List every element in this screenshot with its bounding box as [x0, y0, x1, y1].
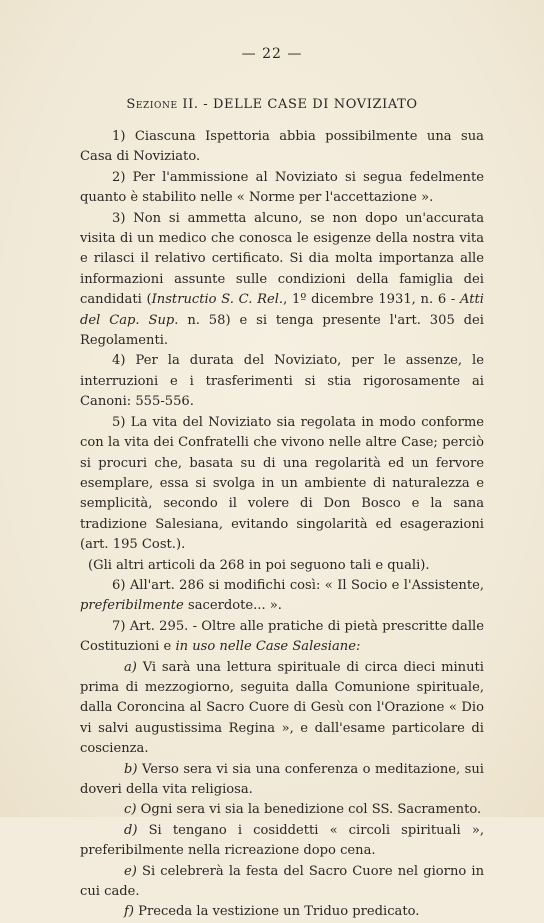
item-d-text: Si tengano i cosiddetti « circoli spirituali », preferibilmente nella ricreazione dopo cena.: [80, 822, 484, 859]
paragraph-6-text-a: 6) All'art. 286 si modifichi così: « Il Socio e l'Assistente,: [112, 577, 484, 593]
paragraph-6-italic: preferibilmente: [80, 598, 184, 614]
note-paragraph: (Gli altri articoli da 268 in poi seguono tali e quali).: [88, 557, 430, 573]
item-c: [80, 800, 484, 820]
body-text: [80, 127, 484, 923]
item-f-label: f): [124, 904, 134, 920]
paragraph-6: [80, 576, 484, 617]
paragraph-5: 5) La vita del Noviziato sia regolata in modo conforme con la vita dei Confratelli che vivono nelle altre Case; perciò si procuri che, basata su di una regolarità ed un fervore esemplare, essa si svolga in un ambiente di naturalezza e semplicità, secondo il volere di Don Bosco e la sana tradizione Salesiana, evitando singolarità ed esagerazioni (art. 195 Cost.).: [80, 414, 484, 553]
item-c-text: Ogni sera vi sia la benedizione col SS. Sacramento.: [136, 802, 482, 818]
item-e: [80, 862, 484, 903]
paragraph-3-citation-1: Instructio S. C. Rel.: [151, 292, 284, 308]
item-a-label: a): [124, 659, 137, 675]
paragraph-2: 2) Per l'ammissione al Noviziato si segua fedelmente quanto è stabilito nelle « Norme per l'accettazione ».: [80, 169, 484, 206]
paragraph-1: 1) Ciascuna Ispettoria abbia possibilmente una sua Casa di Noviziato.: [80, 129, 484, 165]
paragraph-3-citation-2: Atti del Cap. Sup.: [80, 292, 484, 328]
item-b: [80, 760, 484, 801]
item-b-label: b): [124, 761, 138, 777]
section-word: Sezione: [126, 97, 178, 112]
paragraph-7-italic: in uso nelle Case Salesiane:: [175, 639, 361, 655]
page-number: — 22 —: [241, 46, 303, 62]
item-e-label: e): [124, 863, 137, 879]
paragraph-6-text-b: sacerdote... ».: [183, 598, 282, 614]
paragraph-7: [80, 617, 484, 658]
item-c-label: c): [124, 802, 137, 818]
paragraph-3-text-a: 3) Non si ammetta alcuno, se non dopo un'accurata visita di un medico che conosca le esigenze della nostra vita e rilasci il relativo certificato. Si dia molta importanza alle informazioni assunte sulle condizioni della famiglia dei candidati (: [80, 210, 484, 308]
paragraph-3: [80, 209, 484, 352]
item-d: [80, 821, 484, 862]
item-f: [80, 902, 484, 922]
paragraph-3-text-c: n. 58) e si tenga presente l'art. 305 dei Regolamenti.: [80, 312, 484, 349]
item-b-text: Verso sera vi sia una conferenza o meditazione, sui doveri della vita religiosa.: [80, 761, 484, 797]
paragraph-3-text-b: , 1º dicembre 1931, n. 6 -: [283, 292, 461, 308]
section-title: II. - DELLE CASE DI NOVIZIATO: [177, 97, 418, 112]
item-a-text: Vi sarà una lettura spirituale di circa dieci minuti prima di mezzogiorno, seguita dalla Comunione spirituale, dalla Coroncina al Sacro Cuore di Gesù con l'Orazione « Dio vi salvi augustissima Regina », e dall'esame particolare di coscienza.: [80, 659, 484, 757]
item-e-text: Si celebrerà la festa del Sacro Cuore nel giorno in cui cade.: [80, 863, 484, 900]
section-heading: [0, 97, 544, 112]
item-a: [80, 658, 484, 760]
paragraph-7-text: 7) Art. 295. - Oltre alle pratiche di pietà prescritte dalle Costituzioni e: [80, 618, 484, 655]
item-d-label: d): [124, 822, 138, 838]
paragraph-4: 4) Per la durata del Noviziato, per le assenze, le interruzioni e i trasferimenti si stia rigorosamente ai Canoni: 555-556.: [80, 353, 484, 410]
item-f-text: Preceda la vestizione un Triduo predicato.: [133, 904, 420, 920]
